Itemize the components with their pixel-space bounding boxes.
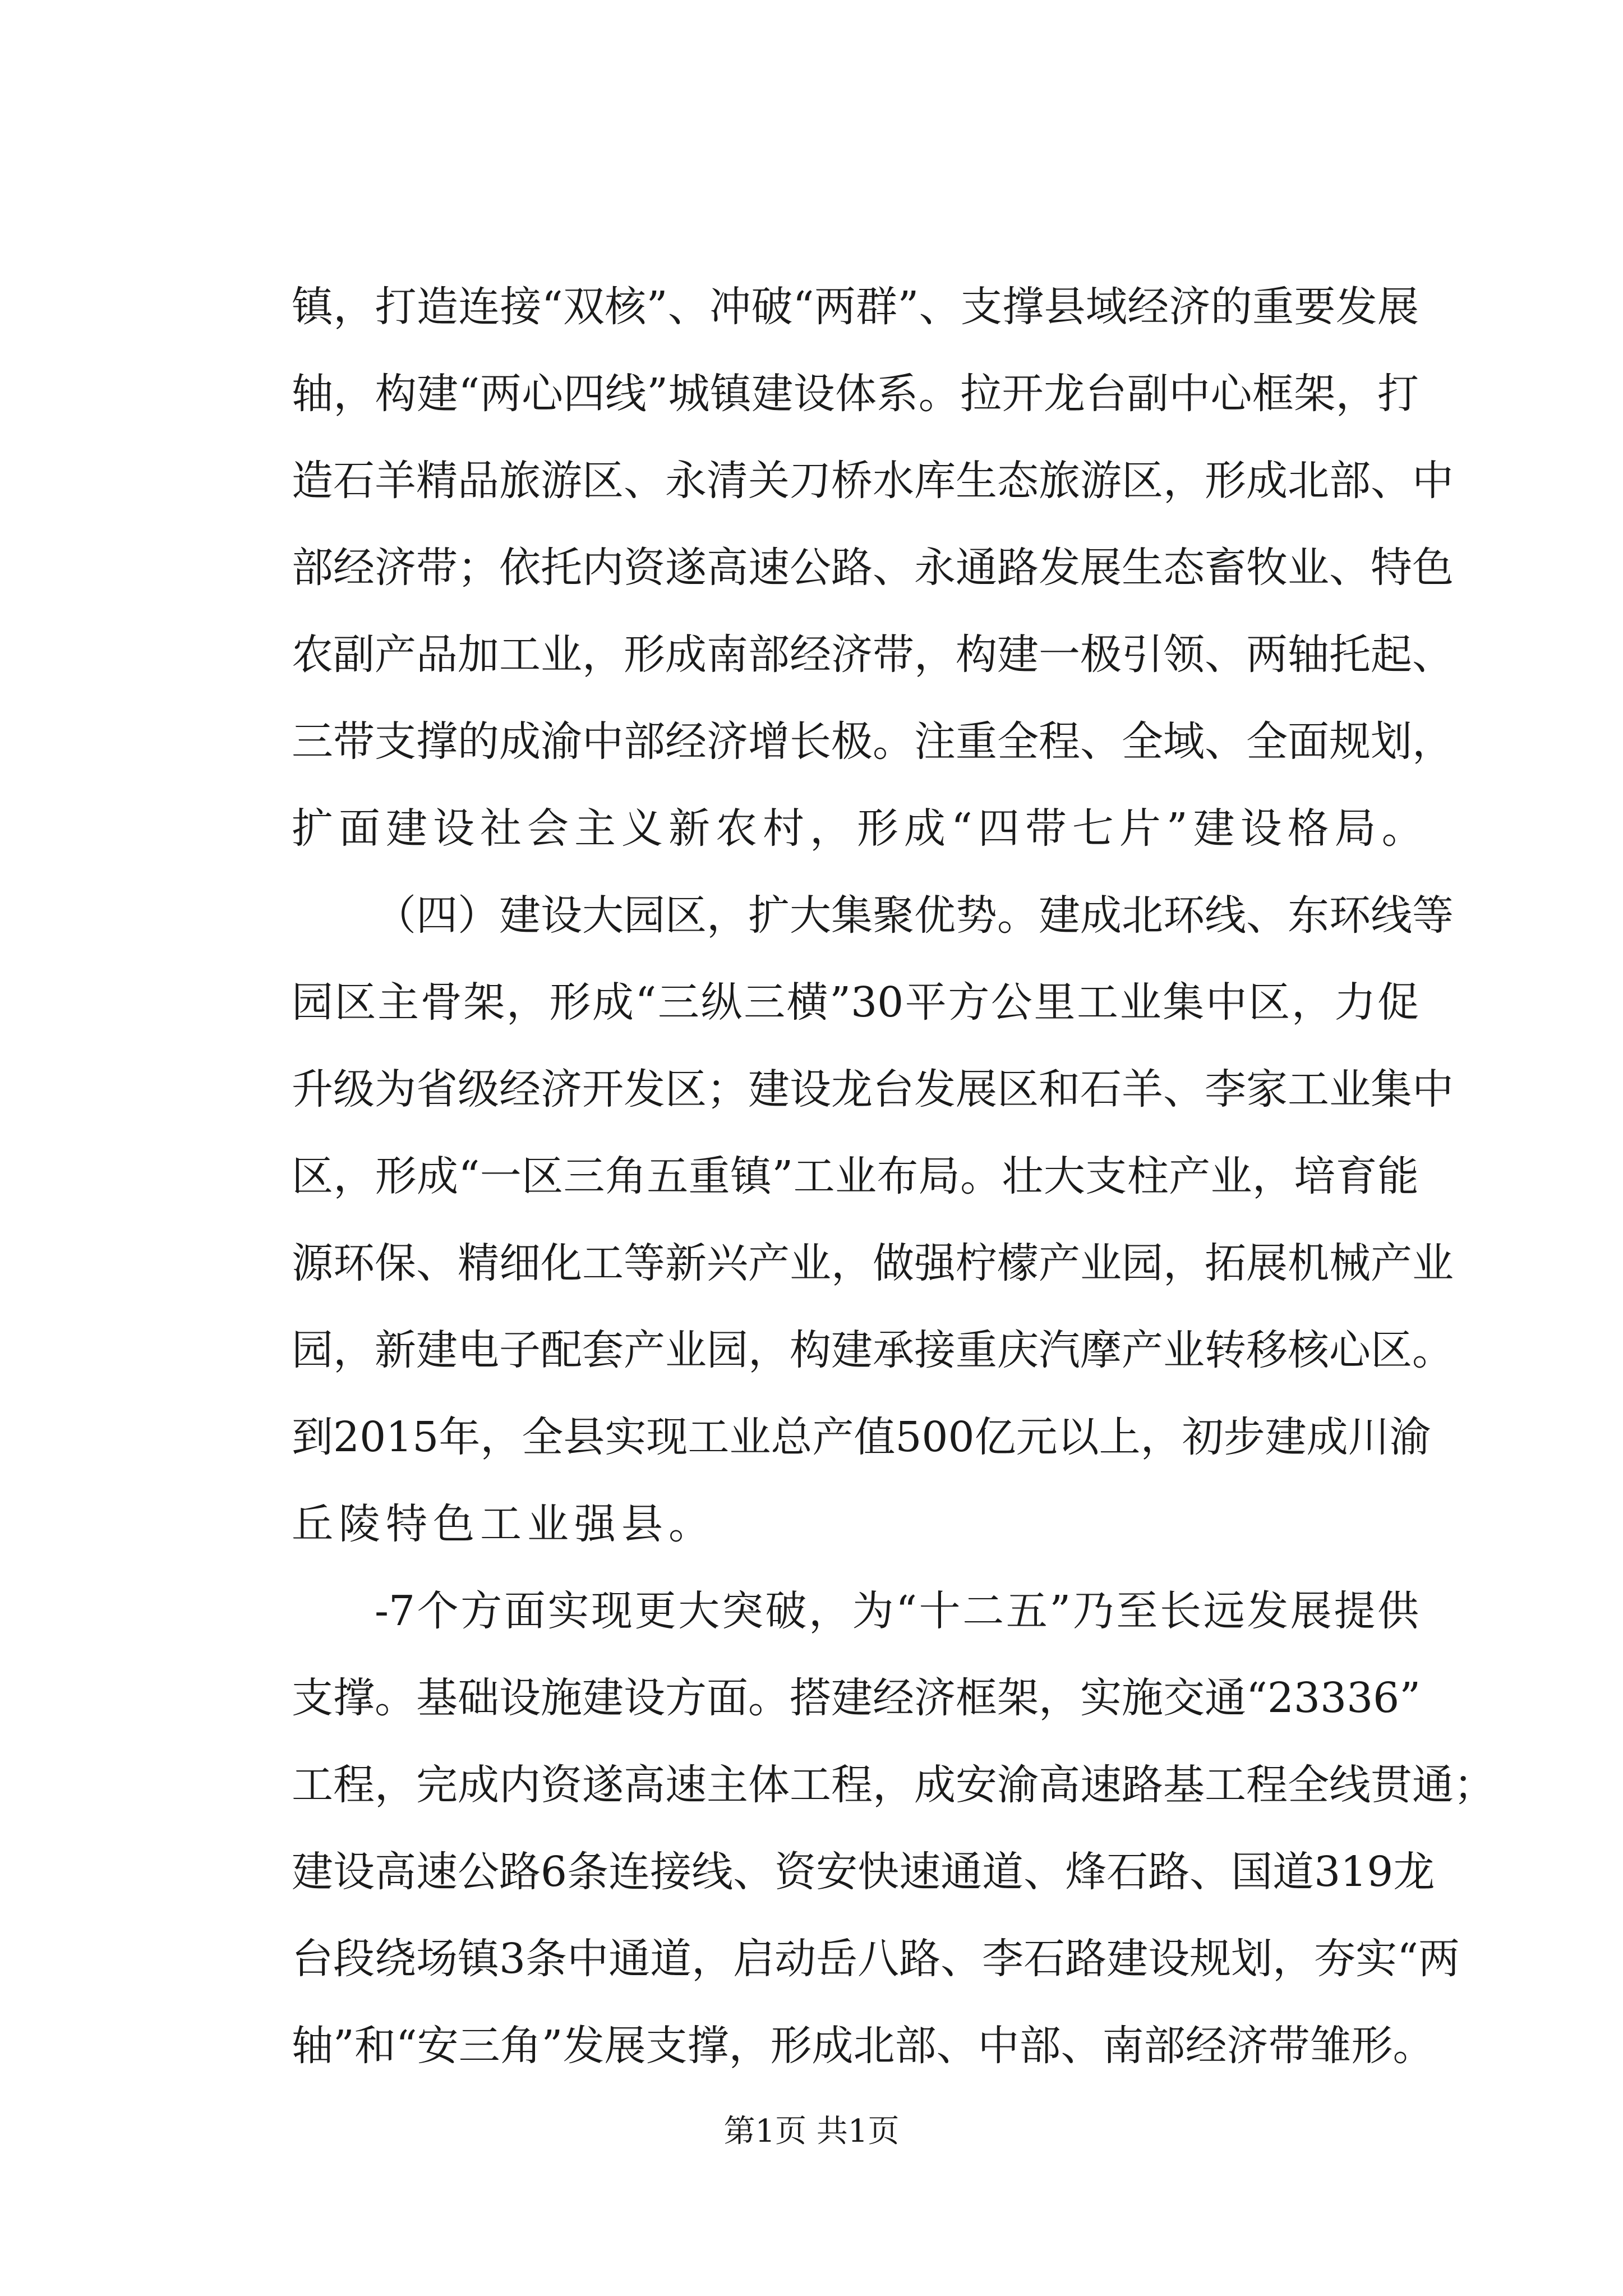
text-line: 扩面建设社会主义新农村，形成“四带七片”建设格局。: [292, 804, 1429, 853]
text-line: 镇，打造连接“双核”、冲破“两群”、支撑县域经济的重要发展: [292, 283, 1419, 331]
text-line: 园区主骨架，形成“三纵三横”30平方公里工业集中区，力促: [292, 978, 1419, 1027]
text-line: 台段绕场镇3条中通道，启动岳八路、李石路建设规划，夯实“两: [292, 1935, 1460, 1983]
text-line: 工程，完成内资遂高速主体工程，成安渝高速路基工程全线贯通；: [292, 1761, 1495, 1809]
text-line: 建设高速公路6条连接线、资安快速通道、烽石路、国道319龙: [292, 1848, 1435, 1896]
text-line: 三带支撑的成渝中部经济增长极。注重全程、全域、全面规划，: [292, 717, 1454, 766]
paragraph-first-line: -7个方面实现更大突破，为“十二五”乃至长远发展提供: [375, 1587, 1419, 1635]
text-line: 到2015年，全县实现工业总产值500亿元以上，初步建成川渝: [292, 1413, 1431, 1461]
text-line: 轴”和“安三角”发展支撑，形成北部、中部、南部经济带雏形。: [292, 2022, 1435, 2070]
text-line: 区，形成“一区三角五重镇”工业布局。壮大支柱产业，培育能: [292, 1152, 1419, 1200]
text-line: 源环保、精细化工等新兴产业，做强柠檬产业园，拓展机械产业: [292, 1239, 1454, 1287]
document-body: [292, 264, 1495, 2090]
text-line: 造石羊精品旅游区、永清关刀桥水库生态旅游区，形成北部、中: [292, 457, 1454, 505]
text-line: 轴，构建“两心四线”城镇建设体系。拉开龙台副中心框架，打: [292, 370, 1419, 418]
text-line: 园，新建电子配套产业园，构建承接重庆汽摩产业转移核心区。: [292, 1326, 1454, 1374]
text-line: 丘陵特色工业强县。: [292, 1500, 716, 1548]
page-footer: 第1页 共1页: [723, 2113, 900, 2150]
paragraph-heading-line: （四）建设大园区，扩大集聚优势。建成北环线、东环线等: [375, 891, 1454, 940]
text-line: 升级为省级经济开发区；建设龙台发展区和石羊、李家工业集中: [292, 1065, 1454, 1114]
text-line: 部经济带；依托内资遂高速公路、永通路发展生态畜牧业、特色: [292, 544, 1454, 592]
text-line: 支撑。基础设施建设方面。搭建经济框架，实施交通“23336”: [292, 1674, 1421, 1722]
text-line: 农副产品加工业，形成南部经济带，构建一极引领、两轴托起、: [292, 631, 1454, 679]
